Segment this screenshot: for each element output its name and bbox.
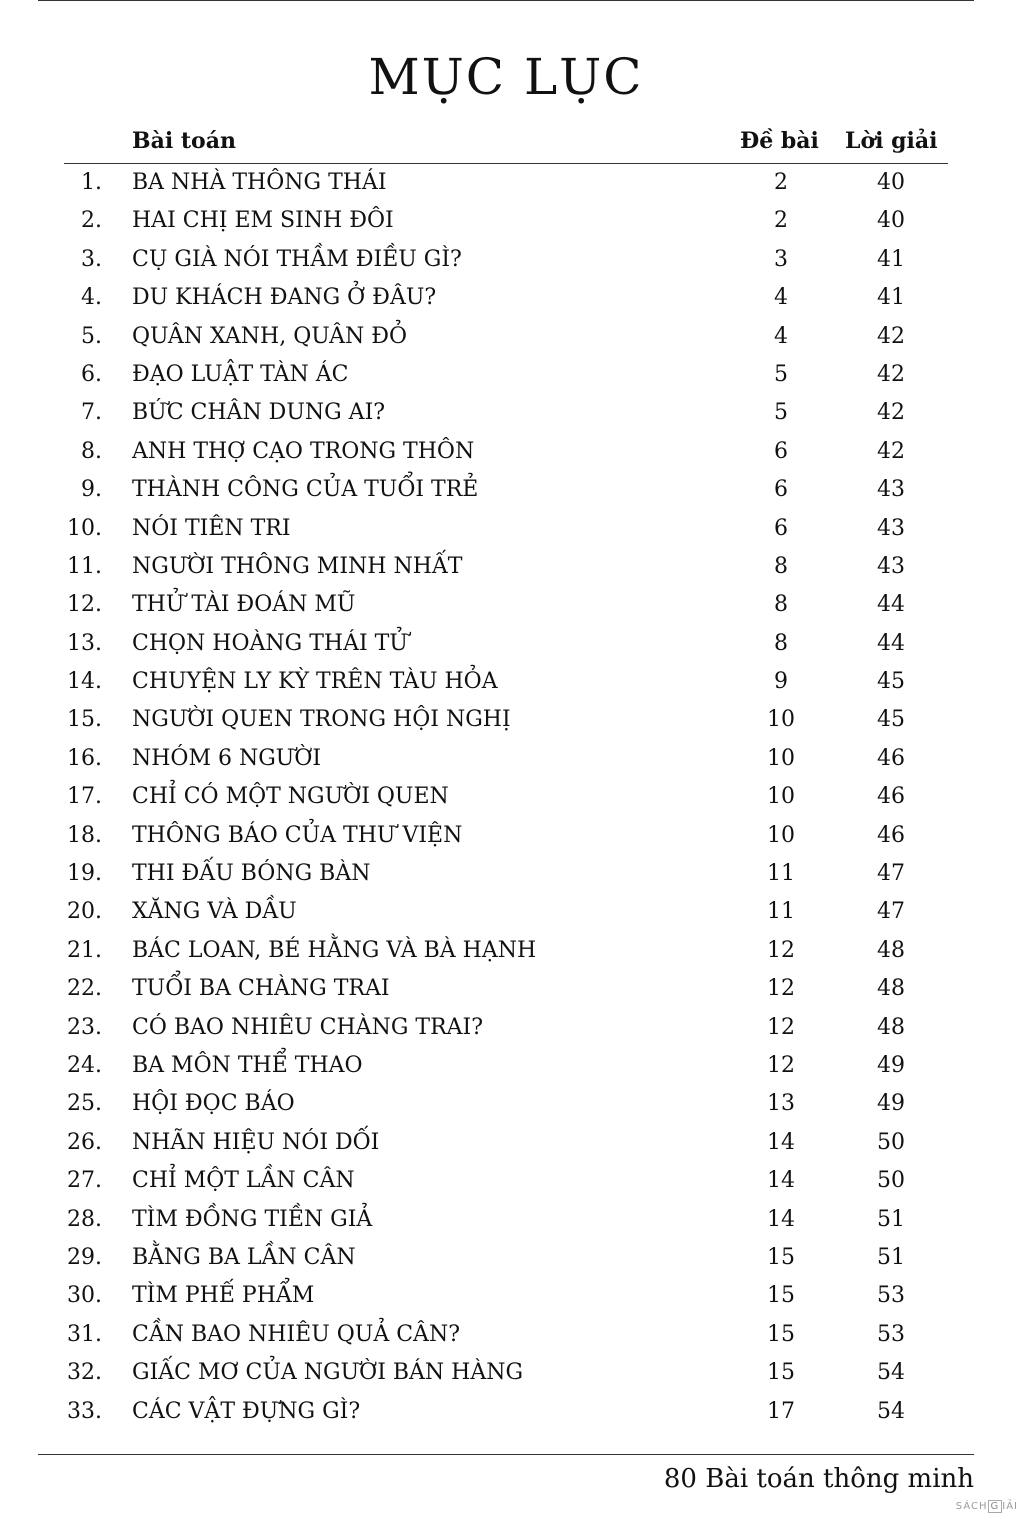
toc-loi-giai-page: 45 (877, 707, 905, 733)
toc-problem-name: CHUYỆN LY KỲ TRÊN TÀU HỎA (132, 669, 498, 695)
toc-loi-giai-page: 48 (877, 1014, 905, 1040)
toc-de-bai-page: 13 (767, 1091, 795, 1117)
toc-de-bai-page: 8 (774, 553, 788, 579)
toc-de-bai-page: 12 (767, 1052, 795, 1078)
toc-loi-giai-page: 51 (877, 1206, 905, 1232)
toc-number: 25. (67, 1091, 102, 1117)
toc-de-bai-page: 11 (767, 899, 795, 925)
toc-problem-name: QUÂN XANH, QUÂN ĐỎ (132, 323, 408, 349)
toc-row (0, 1354, 1024, 1392)
toc-row (0, 625, 1024, 663)
toc-de-bai-page: 2 (774, 170, 788, 195)
toc-problem-name: CÓ BAO NHIÊU CHÀNG TRAI? (132, 1014, 484, 1040)
toc-problem-name: THÔNG BÁO CỦA THƯ VIỆN (132, 822, 463, 848)
toc-number: 33. (67, 1398, 102, 1424)
top-rule (38, 0, 974, 1)
toc-loi-giai-page: 48 (877, 937, 905, 963)
toc-row (0, 279, 1024, 317)
toc-problem-name: BA NHÀ THÔNG THÁI (132, 170, 387, 195)
toc-row (0, 356, 1024, 394)
toc-loi-giai-page: 46 (877, 784, 905, 810)
toc-row (0, 241, 1024, 279)
toc-number: 2. (81, 208, 102, 234)
toc-number: 19. (67, 861, 102, 887)
toc-problem-name: BẰNG BA LẦN CÂN (132, 1244, 356, 1270)
toc-number: 29. (67, 1244, 102, 1270)
watermark-mark: G (988, 1500, 1003, 1513)
toc-problem-name: NÓI TIÊN TRI (132, 515, 291, 541)
toc-loi-giai-page: 42 (877, 361, 905, 387)
toc-number: 31. (67, 1321, 102, 1347)
toc-de-bai-page: 10 (767, 822, 795, 848)
toc-loi-giai-page: 43 (877, 477, 905, 503)
toc-header (0, 128, 1024, 162)
toc-number: 32. (67, 1360, 102, 1386)
toc-loi-giai-page: 41 (877, 246, 905, 272)
toc-loi-giai-page: 43 (877, 515, 905, 541)
footer-book-title: 80 Bài toán thông minh (663, 1464, 974, 1494)
toc-problem-name: CHỈ MỘT LẦN CÂN (132, 1168, 355, 1194)
toc-row (0, 970, 1024, 1008)
toc-number: 22. (67, 976, 102, 1002)
toc-problem-name: NGƯỜI QUEN TRONG HỘI NGHỊ (132, 707, 511, 733)
toc-de-bai-page: 10 (767, 784, 795, 810)
toc-de-bai-page: 6 (774, 477, 788, 503)
toc-loi-giai-page: 42 (877, 323, 905, 349)
toc-row (0, 855, 1024, 893)
toc-problem-name: XĂNG VÀ DẦU (132, 899, 297, 925)
toc-loi-giai-page: 44 (877, 592, 905, 618)
toc-problem-name: BÁC LOAN, BÉ HẰNG VÀ BÀ HẠNH (132, 937, 537, 963)
toc-problem-name: NGƯỜI THÔNG MINH NHẤT (132, 553, 463, 579)
toc-number: 9. (81, 477, 102, 503)
toc-loi-giai-page: 41 (877, 285, 905, 311)
toc-number: 15. (67, 707, 102, 733)
toc-number: 24. (67, 1052, 102, 1078)
toc-number: 23. (67, 1014, 102, 1040)
toc-loi-giai-page: 47 (877, 861, 905, 887)
toc-de-bai-page: 9 (774, 669, 788, 695)
toc-row (0, 1124, 1024, 1162)
toc-loi-giai-page: 40 (877, 208, 905, 234)
toc-row (0, 433, 1024, 471)
toc-de-bai-page: 15 (767, 1283, 795, 1309)
toc-de-bai-page: 12 (767, 937, 795, 963)
header-problem: Bài toán (132, 128, 236, 154)
toc-problem-name: THI ĐẤU BÓNG BÀN (132, 861, 371, 887)
toc-de-bai-page: 14 (767, 1168, 795, 1194)
toc-de-bai-page: 14 (767, 1129, 795, 1155)
toc-number: 14. (67, 669, 102, 695)
toc-problem-name: THỬ TÀI ĐOÁN MŨ (132, 592, 356, 618)
toc-number: 3. (81, 246, 102, 272)
toc-number: 18. (67, 822, 102, 848)
toc-row (0, 318, 1024, 356)
toc-problem-name: ANH THỢ CẠO TRONG THÔN (132, 438, 475, 464)
toc-loi-giai-page: 54 (877, 1398, 905, 1424)
toc-row (0, 817, 1024, 855)
toc-de-bai-page: 10 (767, 745, 795, 771)
toc-row (0, 394, 1024, 432)
toc-problem-name: TÌM PHẾ PHẨM (132, 1283, 315, 1309)
header-loi-giai: Lời giải (845, 128, 938, 154)
toc-problem-name: CHỈ CÓ MỘT NGƯỜI QUEN (132, 784, 449, 810)
toc-row (0, 701, 1024, 739)
toc-loi-giai-page: 46 (877, 745, 905, 771)
toc-problem-name: CÁC VẬT ĐỰNG GÌ? (132, 1398, 361, 1424)
header-de-bai: Đề bài (740, 128, 819, 154)
toc-de-bai-page: 8 (774, 630, 788, 656)
toc-problem-name: HỘI ĐỌC BÁO (132, 1091, 295, 1117)
toc-loi-giai-page: 42 (877, 438, 905, 464)
toc-row (0, 932, 1024, 970)
toc-row (0, 586, 1024, 624)
toc-de-bai-page: 15 (767, 1360, 795, 1386)
toc-row (0, 1047, 1024, 1085)
toc-de-bai-page: 6 (774, 515, 788, 541)
toc-number: 1. (81, 170, 102, 195)
toc-loi-giai-page: 40 (877, 170, 905, 195)
bottom-rule (38, 1454, 974, 1455)
toc-row (0, 1239, 1024, 1277)
toc-loi-giai-page: 54 (877, 1360, 905, 1386)
toc-number: 11. (67, 553, 102, 579)
toc-row (0, 1009, 1024, 1047)
toc-list (0, 164, 1024, 1431)
toc-number: 16. (67, 745, 102, 771)
toc-loi-giai-page: 43 (877, 553, 905, 579)
toc-loi-giai-page: 48 (877, 976, 905, 1002)
toc-problem-name: CỤ GIÀ NÓI THẦM ĐIỀU GÌ? (132, 246, 462, 272)
toc-number: 21. (67, 937, 102, 963)
toc-number: 10. (67, 515, 102, 541)
toc-problem-name: CHỌN HOÀNG THÁI TỬ (132, 630, 408, 656)
toc-number: 12. (67, 592, 102, 618)
watermark-prefix: SÁCH (955, 1501, 988, 1512)
toc-loi-giai-page: 53 (877, 1321, 905, 1347)
toc-row (0, 740, 1024, 778)
toc-de-bai-page: 15 (767, 1321, 795, 1347)
toc-de-bai-page: 5 (774, 400, 788, 426)
toc-problem-name: GIẤC MƠ CỦA NGƯỜI BÁN HÀNG (132, 1360, 524, 1386)
toc-de-bai-page: 17 (767, 1398, 795, 1424)
toc-loi-giai-page: 49 (877, 1091, 905, 1117)
toc-row (0, 893, 1024, 931)
toc-number: 28. (67, 1206, 102, 1232)
page-title: MỤC LỤC (368, 47, 644, 106)
toc-problem-name: BỨC CHÂN DUNG AI? (132, 400, 386, 426)
toc-loi-giai-page: 51 (877, 1244, 905, 1270)
toc-row (0, 1393, 1024, 1431)
toc-de-bai-page: 12 (767, 1014, 795, 1040)
toc-problem-name: TUỔI BA CHÀNG TRAI (132, 976, 390, 1002)
toc-row (0, 548, 1024, 586)
toc-loi-giai-page: 53 (877, 1283, 905, 1309)
toc-row (0, 663, 1024, 701)
toc-de-bai-page: 4 (774, 323, 788, 349)
toc-de-bai-page: 14 (767, 1206, 795, 1232)
toc-loi-giai-page: 49 (877, 1052, 905, 1078)
toc-number: 20. (67, 899, 102, 925)
toc-problem-name: DU KHÁCH ĐANG Ở ĐÂU? (132, 285, 437, 311)
toc-de-bai-page: 3 (774, 246, 788, 272)
toc-loi-giai-page: 42 (877, 400, 905, 426)
toc-de-bai-page: 4 (774, 285, 788, 311)
toc-row (0, 1201, 1024, 1239)
toc-de-bai-page: 15 (767, 1244, 795, 1270)
toc-loi-giai-page: 45 (877, 669, 905, 695)
toc-de-bai-page: 6 (774, 438, 788, 464)
toc-number: 17. (67, 784, 102, 810)
toc-problem-name: BA MÔN THỂ THAO (132, 1052, 363, 1078)
toc-row (0, 778, 1024, 816)
toc-problem-name: NHÓM 6 NGƯỜI (132, 745, 322, 771)
toc-de-bai-page: 5 (774, 361, 788, 387)
toc-de-bai-page: 12 (767, 976, 795, 1002)
toc-loi-giai-page: 50 (877, 1129, 905, 1155)
toc-de-bai-page: 11 (767, 861, 795, 887)
toc-loi-giai-page: 44 (877, 630, 905, 656)
toc-loi-giai-page: 50 (877, 1168, 905, 1194)
toc-number: 6. (81, 361, 102, 387)
toc-problem-name: TÌM ĐỒNG TIỀN GIẢ (132, 1206, 373, 1232)
toc-problem-name: THÀNH CÔNG CỦA TUỔI TRẺ (132, 477, 479, 503)
toc-row (0, 471, 1024, 509)
toc-de-bai-page: 2 (774, 208, 788, 234)
toc-problem-name: ĐẠO LUẬT TÀN ÁC (132, 361, 349, 387)
toc-loi-giai-page: 46 (877, 822, 905, 848)
toc-row (0, 1277, 1024, 1315)
toc-row (0, 164, 1024, 202)
toc-loi-giai-page: 47 (877, 899, 905, 925)
watermark-logo (956, 1500, 1018, 1513)
watermark-suffix: IẢI (1002, 1501, 1018, 1512)
toc-problem-name: NHÃN HIỆU NÓI DỐI (132, 1129, 380, 1155)
toc-de-bai-page: 8 (774, 592, 788, 618)
toc-row (0, 202, 1024, 240)
toc-row (0, 1162, 1024, 1200)
toc-number: 27. (67, 1168, 102, 1194)
toc-number: 8. (81, 438, 102, 464)
toc-problem-name: CẦN BAO NHIÊU QUẢ CÂN? (132, 1321, 460, 1347)
toc-number: 13. (67, 630, 102, 656)
toc-number: 7. (81, 400, 102, 426)
toc-row (0, 510, 1024, 548)
toc-number: 4. (81, 285, 102, 311)
toc-de-bai-page: 10 (767, 707, 795, 733)
toc-problem-name: HAI CHỊ EM SINH ĐÔI (132, 208, 394, 234)
toc-number: 5. (81, 323, 102, 349)
toc-row (0, 1316, 1024, 1354)
toc-number: 26. (67, 1129, 102, 1155)
toc-number: 30. (67, 1283, 102, 1309)
toc-row (0, 1085, 1024, 1123)
